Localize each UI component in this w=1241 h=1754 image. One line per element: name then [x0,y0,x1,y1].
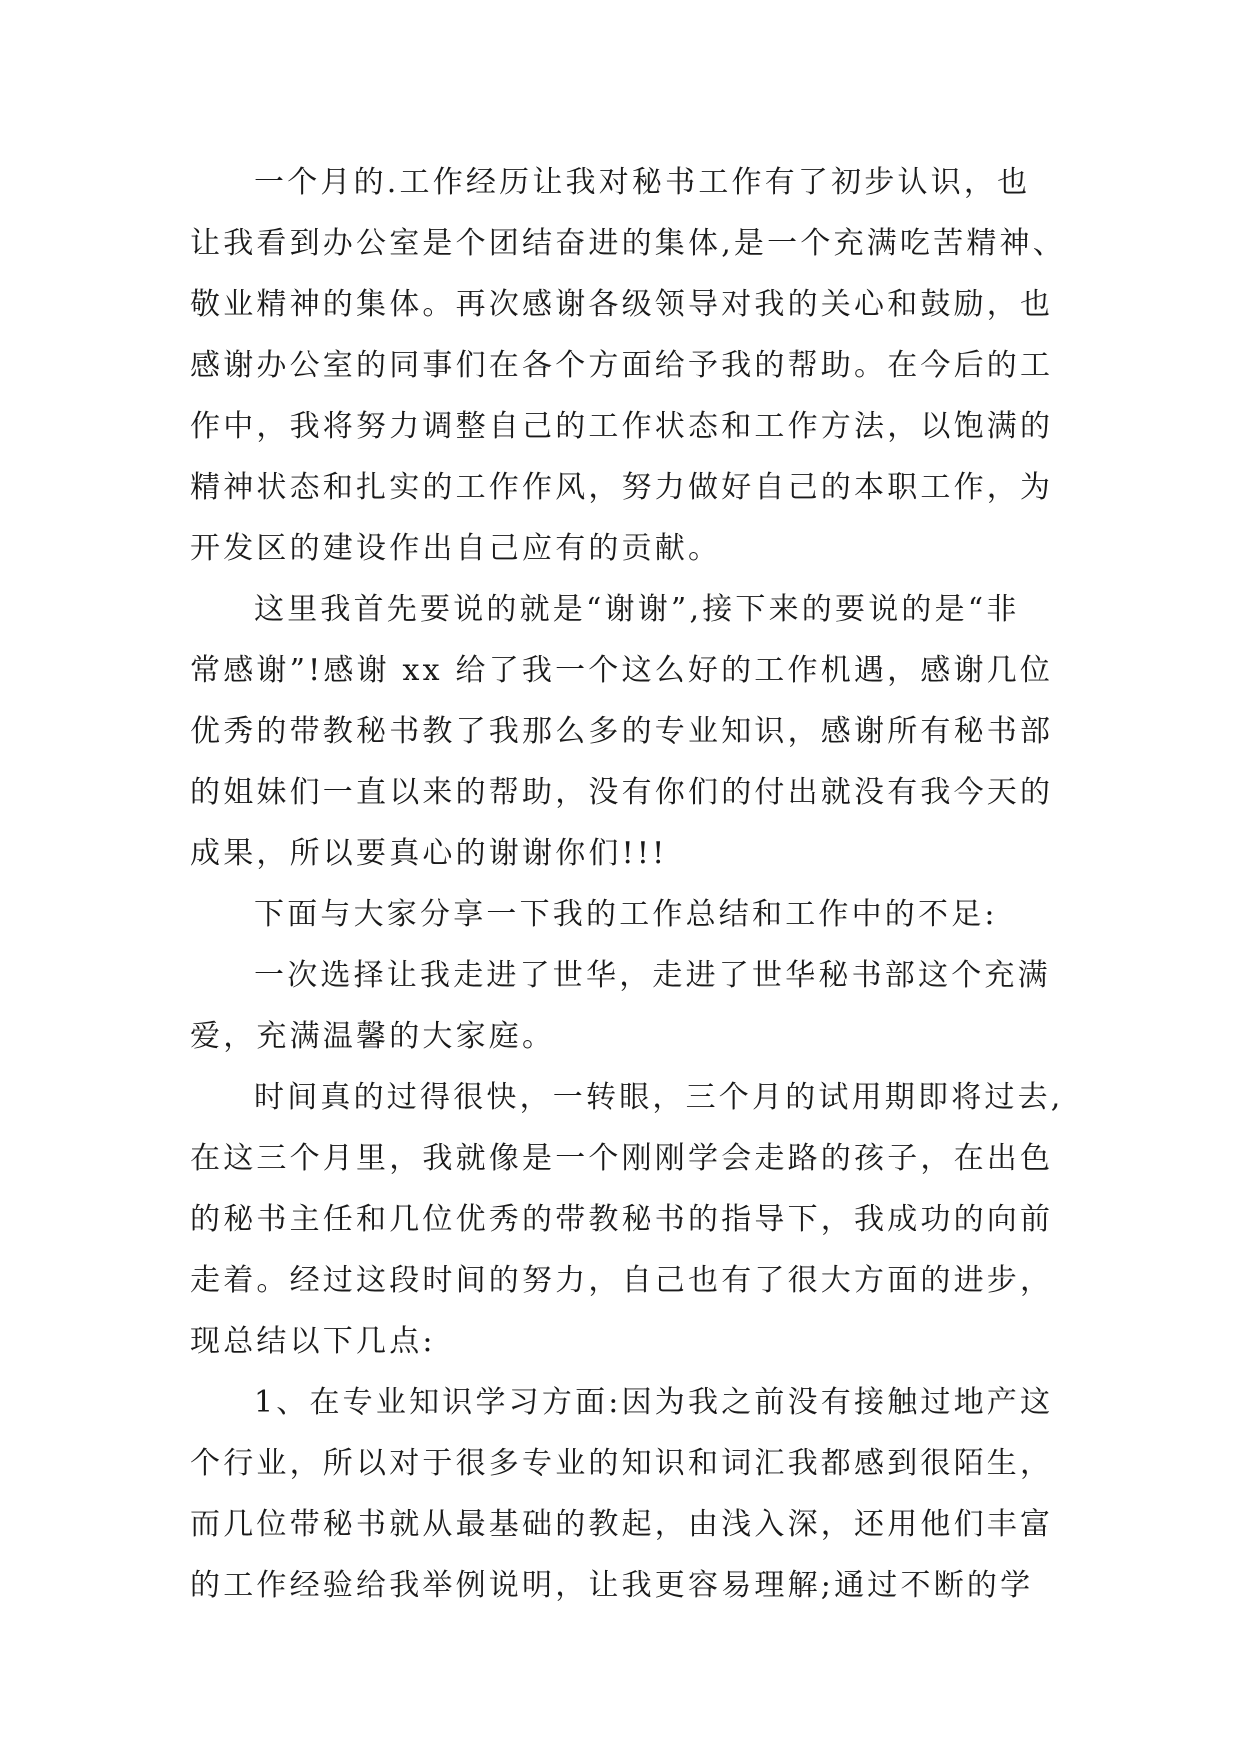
text-line: 的工作经验给我举例说明，让我更容易理解;通过不断的学 [190,1568,1034,1603]
paragraph-1 [190,152,1190,579]
text-line: 开发区的建设作出自己应有的贡献。 [190,531,722,566]
text-line: 精神状态和扎实的工作作风，努力做好自己的本职工作，为 [190,470,1054,505]
text-line: 在这三个月里，我就像是一个刚刚学会走路的孩子，在出色 [190,1141,1054,1176]
text-line: 常感谢”!感谢 xx 给了我一个这么好的工作机遇，感谢几位 [190,653,1054,688]
text-line: 一次选择让我走进了世华，走进了世华秘书部这个充满 [254,958,1051,993]
paragraph-4 [190,945,1190,1067]
text-line: 敬业精神的集体。再次感谢各级领导对我的关心和鼓励，也 [190,287,1054,322]
text-line: 成果，所以要真心的谢谢你们!!! [190,836,668,871]
text-line: 1、在专业知识学习方面:因为我之前没有接触过地产这 [254,1385,1054,1420]
text-line: 现总结以下几点: [190,1324,436,1359]
text-line: 的秘书主任和几位优秀的带教秘书的指导下，我成功的向前 [190,1202,1054,1237]
text-line: 而几位带秘书就从最基础的教起，由浅入深，还用他们丰富 [190,1507,1054,1542]
document-body [190,152,1190,1616]
text-line: 优秀的带教秘书教了我那么多的专业知识，感谢所有秘书部 [190,714,1054,749]
text-line: 一个月的.工作经历让我对秘书工作有了初步认识，也 [254,165,1031,200]
text-line: 下面与大家分享一下我的工作总结和工作中的不足: [254,897,998,932]
text-line: 走着。经过这段时间的努力，自己也有了很大方面的进步， [190,1263,1054,1298]
text-line: 个行业，所以对于很多专业的知识和词汇我都感到很陌生， [190,1446,1054,1481]
paragraph-2 [190,579,1190,884]
text-line: 的姐妹们一直以来的帮助，没有你们的付出就没有我今天的 [190,775,1054,810]
paragraph-5 [190,1067,1190,1372]
text-line: 让我看到办公室是个团结奋进的集体,是一个充满吃苦精神、 [190,226,1066,261]
text-line: 时间真的过得很快，一转眼，三个月的试用期即将过去, [254,1080,1064,1115]
text-line: 作中，我将努力调整自己的工作状态和工作方法，以饱满的 [190,409,1054,444]
paragraph-3 [190,884,1190,945]
text-line: 感谢办公室的同事们在各个方面给予我的帮助。在今后的工 [190,348,1054,383]
text-line: 爱，充满温馨的大家庭。 [190,1019,556,1054]
text-line: 这里我首先要说的就是“谢谢”,接下来的要说的是“非 [254,592,1020,627]
paragraph-6 [190,1372,1190,1616]
